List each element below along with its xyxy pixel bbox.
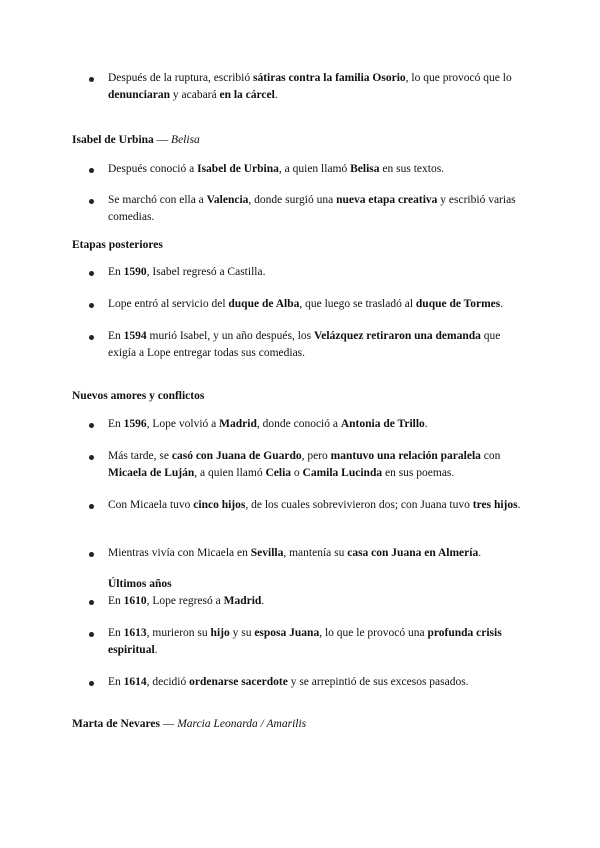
heading-name: Marta de Nevares [72, 718, 160, 730]
bold-text: Madrid [223, 595, 262, 607]
list-item-text [108, 416, 528, 433]
text-run: , Isabel regresó a Castilla. [146, 266, 266, 278]
text-run: . [500, 298, 504, 310]
bold-text: esposa Juana [254, 627, 320, 639]
text-run: , lo que le provocó una [319, 627, 428, 639]
bold-text: ordenarse sacerdote [189, 676, 288, 688]
text-run: , que luego se trasladó al [299, 298, 416, 310]
heading-alias: Belisa [171, 134, 200, 146]
bullet-icon [89, 168, 94, 173]
text-run: En [108, 676, 124, 688]
text-run: . [154, 644, 158, 656]
text-run: , mantenía su [283, 547, 348, 559]
bold-text: casó con Juana de Guardo [171, 450, 302, 462]
bold-text: Sevilla [250, 547, 284, 559]
text-run: que exigía a Lope entregar todas sus comedias. [108, 330, 501, 359]
bold-text: duque de Alba [228, 298, 300, 310]
text-run: Más tarde, se [108, 450, 172, 462]
bold-text: denunciaran [108, 89, 170, 101]
text-run: y escribió varias comedias. [108, 194, 516, 223]
bullet-icon [89, 77, 94, 82]
bold-text: 1610 [123, 595, 147, 607]
bullet-icon [89, 271, 94, 276]
text-run: En [108, 418, 124, 430]
text-run: En [108, 627, 124, 639]
text-run: . [424, 418, 428, 430]
heading-separator: — [153, 134, 172, 146]
text-run: , de los cuales sobrevivieron dos; con Juana tuvo [245, 499, 473, 511]
section-heading-nuevos [72, 388, 204, 404]
text-run: , Lope regresó a [146, 595, 224, 607]
section-heading-etapas [72, 237, 163, 253]
list-item-text [108, 161, 528, 178]
text-run: , a quien llamó [194, 467, 266, 479]
text-run: Lope entró al servicio del [108, 298, 229, 310]
bold-text: mantuvo una relación paralela [330, 450, 481, 462]
heading-title: Nuevos amores y conflictos [72, 390, 205, 402]
text-run: , pero [301, 450, 331, 462]
heading-alias: Marcia Leonarda / Amarilis [177, 718, 307, 730]
text-run: , donde conoció a [256, 418, 341, 430]
text-run: , a quien llamó [278, 163, 351, 175]
list-item-text [108, 448, 528, 482]
bold-text: Camila Lucinda [302, 467, 383, 479]
text-run: Se marchó con ella a [108, 194, 207, 206]
text-run: En [108, 595, 124, 607]
bullet-icon [89, 681, 94, 686]
bold-text: Velázquez retiraron una demanda [314, 330, 481, 342]
text-run: y su [229, 627, 255, 639]
text-run: Después de la ruptura, escribió [108, 72, 253, 84]
subheading-ultimos: Últimos años [108, 578, 172, 590]
text-run: . [261, 595, 265, 607]
list-item-text [108, 625, 528, 659]
bold-text: 1590 [123, 266, 147, 278]
bold-text: 1596 [123, 418, 147, 430]
text-run: en sus textos. [379, 163, 445, 175]
text-run: Con Micaela tuvo [108, 499, 194, 511]
bold-text: tres hijos [472, 499, 518, 511]
text-run: . [517, 499, 521, 511]
bold-text: 1613 [123, 627, 147, 639]
list-item-text [108, 593, 528, 610]
bold-text: Belisa [350, 163, 380, 175]
text-run: o [291, 467, 303, 479]
bullet-icon [89, 455, 94, 460]
list-item-text [108, 192, 528, 226]
list-item-text [108, 70, 528, 104]
list-item-text [108, 674, 528, 691]
bold-text: Isabel de Urbina [197, 163, 279, 175]
text-run: En [108, 330, 124, 342]
bullet-icon [89, 423, 94, 428]
bold-text: casa con Juana en Almería [347, 547, 479, 559]
text-run: , decidió [146, 676, 190, 688]
bullet-icon [89, 552, 94, 557]
heading-name: Isabel de Urbina [72, 134, 154, 146]
text-run: , murieron su [146, 627, 211, 639]
text-run: , lo que provocó que lo [405, 72, 512, 84]
bullet-icon [89, 504, 94, 509]
bold-text: hijo [210, 627, 230, 639]
text-run: . [478, 547, 482, 559]
bold-text: duque de Tormes [415, 298, 501, 310]
heading-title: Etapas posteriores [72, 239, 163, 251]
heading-separator: — [159, 718, 178, 730]
list-item-text [108, 328, 528, 362]
text-run: . [274, 89, 278, 101]
bold-text: nueva etapa creativa [336, 194, 438, 206]
bold-text: Madrid [219, 418, 257, 430]
bold-text: sátiras contra la familia Osorio [252, 72, 406, 84]
bold-text: cinco hijos [193, 499, 246, 511]
text-run: y se arrepintió de sus excesos pasados. [287, 676, 469, 688]
text-run: , Lope volvió a [146, 418, 220, 430]
text-run: con [480, 450, 501, 462]
bold-text: profunda crisis espiritual [108, 627, 502, 656]
bold-text: Valencia [206, 194, 249, 206]
list-item-text [108, 545, 528, 562]
text-run: Mientras vivía con Micaela en [108, 547, 251, 559]
text-run: Después conoció a [108, 163, 198, 175]
section-heading-marta [72, 716, 306, 732]
bullet-icon [89, 632, 94, 637]
bold-text: en la cárcel [219, 89, 275, 101]
list-item-text [108, 497, 528, 514]
text-run: en sus poemas. [382, 467, 455, 479]
list-item-text [108, 296, 528, 313]
bold-text: Antonia de Trillo [340, 418, 425, 430]
bold-text: 1614 [123, 676, 147, 688]
text-run: y acabará [170, 89, 220, 101]
bullet-icon [89, 600, 94, 605]
text-run: En [108, 266, 124, 278]
section-heading-isabel [72, 132, 200, 148]
text-run: , donde surgió una [248, 194, 337, 206]
bold-text: 1594 [123, 330, 147, 342]
bold-text: Celia [265, 467, 292, 479]
bullet-icon [89, 303, 94, 308]
text-run: murió Isabel, y un año después, los [146, 330, 315, 342]
bullet-icon [89, 335, 94, 340]
bullet-icon [89, 199, 94, 204]
list-item-text [108, 264, 528, 281]
bold-text: Micaela de Luján [108, 467, 195, 479]
